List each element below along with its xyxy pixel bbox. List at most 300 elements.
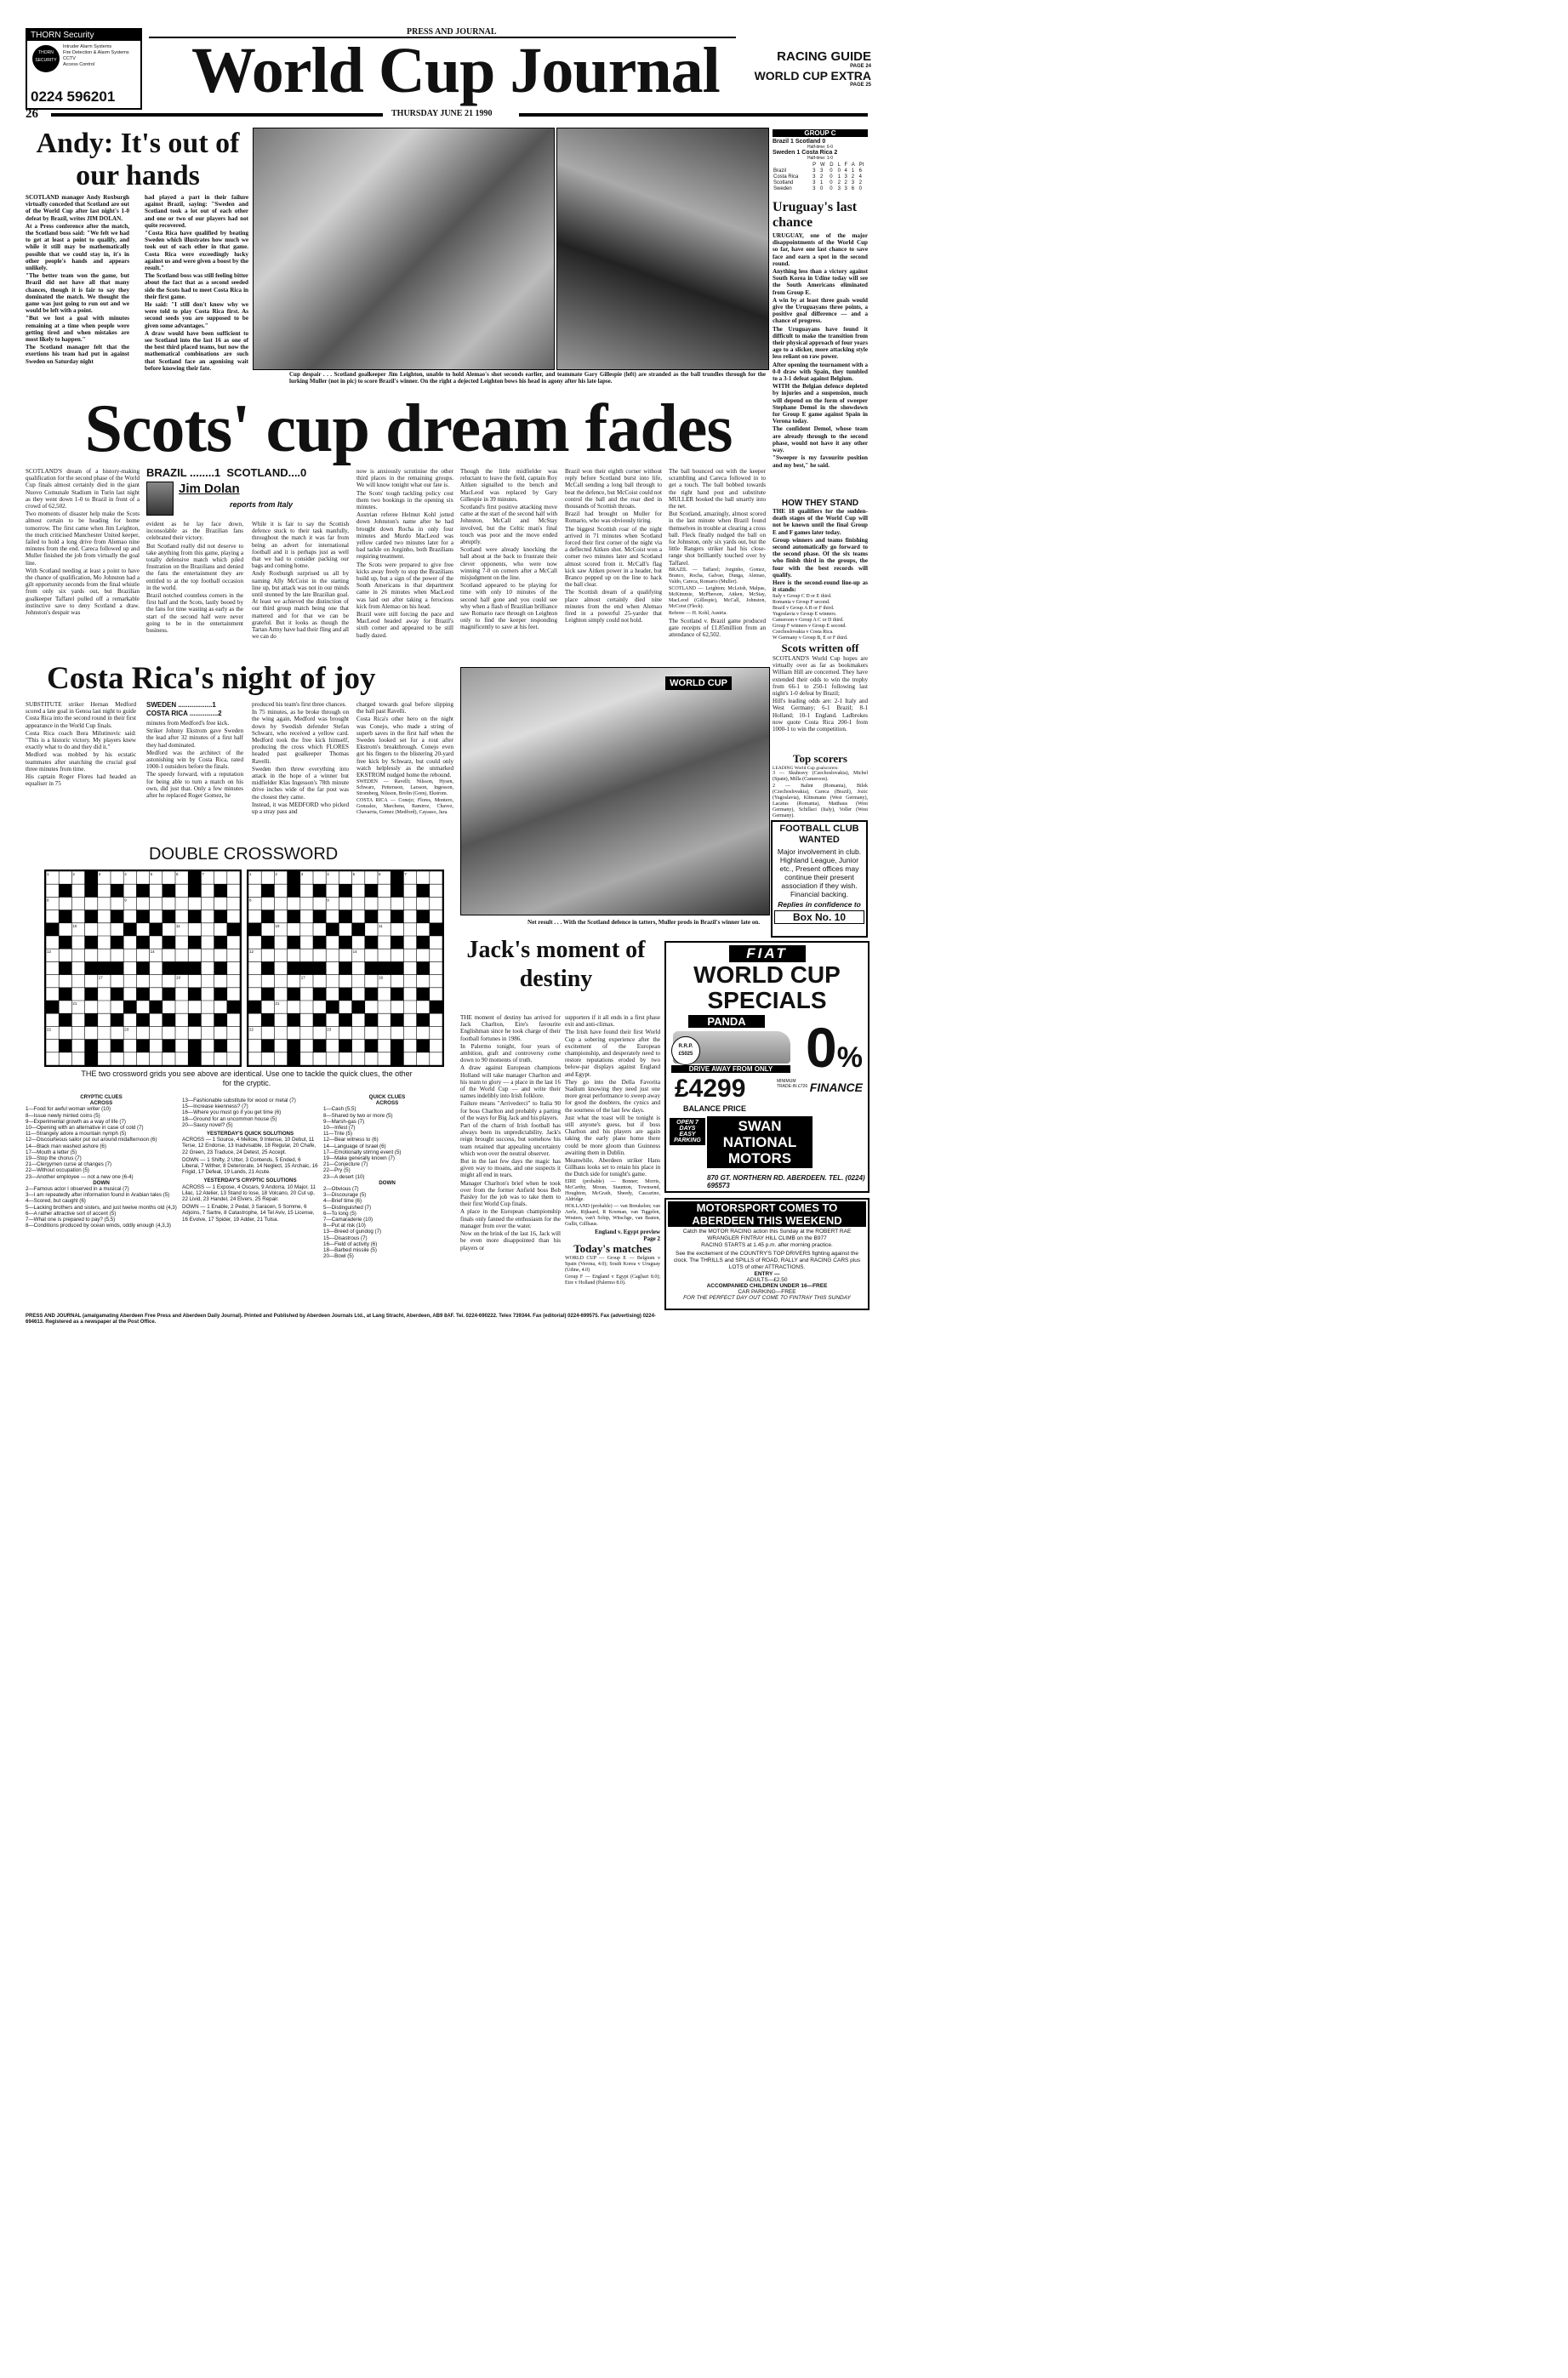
crossword-grid-svg[interactable] xyxy=(248,871,442,1065)
motorsport-title-line: ABERDEEN THIS WEEKEND xyxy=(692,1214,842,1227)
paragraph: Scotland's first positive attacking move came at the start of the second half with Johnston, McCall and McStay involved, but the Celtic man's final touch was poor and the move ended abruptly. xyxy=(460,504,557,546)
group-c-title: GROUP C xyxy=(773,129,868,137)
crossword-block xyxy=(339,988,351,1001)
paragraph: Brazil had brought on Muller for Romario, who was obviously tiring. xyxy=(565,510,662,525)
crossword-block xyxy=(214,1013,227,1026)
crossword-block xyxy=(59,884,71,897)
crossword-block xyxy=(136,961,149,974)
crossword-block xyxy=(111,936,123,949)
crossword-block xyxy=(391,871,403,884)
cell: 2 xyxy=(844,180,847,185)
balance-label: BALANCE PRICE xyxy=(683,1104,747,1113)
crossword-block xyxy=(288,884,300,897)
paragraph: Hill's leading odds are: 2-1 Italy and West Germany; 6-1 Brazil; 8-1 Holland; 10-1 England. Ladbrokes now quote Costa Rica 200-1 from 1000-1 to win the competition. xyxy=(773,698,868,733)
lineup-item: Czechoslovakia v Costa Rica. xyxy=(773,630,834,636)
byline-sub: reports from Italy xyxy=(230,500,294,509)
paragraph: The biggest Scottish roar of the night arrived in 71 minutes when Scotland forced their first corner of the night via a deflected Aitken shot. McCoist won a corner two minutes later and Scotland almost scored from it. McCall's flag kick saw Aitken power in a header, but Branco popped up on the line to hack the ball clear. xyxy=(565,525,662,589)
paragraph: The speedy forward, with a reputation for being able to turn a match on his own, did just that. Only a few minutes after he replaced Roger Gomez, he xyxy=(146,771,243,800)
lineup-item: Group F winners v Group E second. xyxy=(773,624,847,630)
crossword-block xyxy=(85,910,98,923)
crossword-number: 22 xyxy=(249,1027,254,1032)
motorsport-price: ACCOMPANIED CHILDREN UNDER 16—FREE xyxy=(706,1283,828,1289)
crossword-block xyxy=(59,1013,71,1026)
jack-col2 xyxy=(565,1014,660,1287)
crossword-block xyxy=(163,1013,175,1026)
motorsport-body: See the excitement of the COUNTRY'S TOP DRIVERS fighting against the clock. The THRILLS and SPILLS of ROAD, RALLY and RACING CARS plus LOTS of other ATTRACTIONS. xyxy=(673,1251,861,1270)
cell: Sweden xyxy=(773,186,792,191)
clues-subheading: DOWN xyxy=(93,1179,110,1186)
score-line: COSTA RICA ...............2 xyxy=(146,710,222,717)
thorn-ad-brand: THORN Security xyxy=(27,30,140,41)
paragraph: Part of the charm of Irish football has always been its unpredictability. Jack's reign brought success, but somehow his team retained that appealing uncertainty which won over the neutral observer. xyxy=(460,1122,561,1157)
paragraph: THE moment of destiny has arrived for Jack Charlton, Eire's favourite Englishman since he took charge of their football fortunes in 1986. xyxy=(460,1014,561,1042)
crossword-block xyxy=(339,1013,351,1026)
crossword-block xyxy=(59,910,71,923)
solutions: ACROSS — 1 Source, 4 Mellow, 9 Intense, 10 Debut, 11 Terse, 12 Endorse, 13 Inadvisable, 18 Regular, 20 Chafe, 22 Green, 23 Traduce, 24 Detest, 25 Accept. xyxy=(182,1137,316,1155)
paragraph: supporters if it all ends in a first phase exit and anti-climax. xyxy=(565,1014,660,1029)
crossword-block xyxy=(85,871,98,884)
paragraph: Costa Rica's other hero on the night was Conejo, who made a string of superb saves in the first half when the Swedes looked set for a rout after Ekstrom's breakthrough. Conejo even got his fingers to the blistering 20-yard free kick by Schwarz, but could only watch helplessly as the unmarked EKSTROM nudged home the rebound. xyxy=(356,716,453,779)
lineup-item: W Germany v Group B, E or F third. xyxy=(773,636,848,642)
crossword-number: 9 xyxy=(327,898,329,903)
crossword-block xyxy=(288,936,300,949)
racing-guide xyxy=(747,49,871,88)
how-they-stand-title: HOW THEY STAND xyxy=(781,499,859,508)
paragraph: HOLLAND (probable) — van Breukelen; van Aerle, Rijkaard, R Koeman, van Tiggelen, Wouters, van't Schip, Witschge, van Basten, Gullit, Gillhaus. xyxy=(565,1203,660,1227)
clue: 18—Ground for an uncommon house (5) xyxy=(182,1115,277,1122)
cell: 1 xyxy=(851,168,855,174)
header-cell: W xyxy=(819,163,825,168)
paragraph: The Scots' tough tackling policy cost them two bookings in the opening six minutes. xyxy=(356,489,453,511)
scots-col2 xyxy=(146,521,243,635)
crossword-block xyxy=(59,961,71,974)
paragraph: He said: "I still don't know why we were told to play Costa Rica first. As second seeds you are supposed to be given some advantages." xyxy=(145,301,248,329)
paragraph: Medford was the architect of the astonishing win by Costa Rica, rated 1000-1 outsiders before the finals. xyxy=(146,749,243,771)
cell: 6 xyxy=(851,186,855,191)
imprint-footer: PRESS AND JOURNAL (amalgamating Aberdeen Free Press and Aberdeen Daily Journal). Printed and Published by Aberdeen Journals Ltd., at Lang Stracht, Aberdeen, AB9 8AF. Tel. 0224-690222. Telex 739344. Fax (editorial) 0224-699575. Fax (advertising) 0224-694613. Registered as a newspaper at the Post Office. xyxy=(26,1314,656,1325)
scots-col5 xyxy=(460,468,557,632)
scots-col1 xyxy=(26,468,140,617)
crossword-number: 23 xyxy=(327,1027,332,1032)
table-row xyxy=(773,180,868,186)
paragraph: Austrian referee Helmut Kohl jotted down Johnston's name after he had brought down Rocha in only four minutes and Murdo MacLeod was yellow carded two minutes later for a bad tackle on Jorginho, both Brazilians requiring treatment. xyxy=(356,511,453,561)
crossword-block xyxy=(339,936,351,949)
cryptic-clues xyxy=(26,1094,177,1229)
thorn-service: Intruder Alarm Systems xyxy=(63,44,112,49)
scots-col6 xyxy=(565,468,662,624)
crossword-block xyxy=(248,923,261,936)
dealer-name: SWAN xyxy=(738,1118,782,1134)
paragraph: WITH the Belgian defence depleted by injuries and a suspension, much will depend on the form of sweeper Stephane Demol in the showdown for Group E game against Spain in Verona today. xyxy=(773,383,868,425)
lineup-list xyxy=(773,594,868,642)
away-score: 2 xyxy=(834,150,838,156)
cell: 2 xyxy=(858,180,862,185)
clues-heading: QUICK CLUES xyxy=(368,1094,406,1100)
crossword-block xyxy=(111,884,123,897)
group-c-result xyxy=(773,150,868,161)
solutions-heading: YESTERDAY'S QUICK SOLUTIONS xyxy=(206,1131,294,1138)
crossword-block xyxy=(288,1052,300,1065)
crossword-block xyxy=(214,1040,227,1052)
costa-col3 xyxy=(252,701,349,816)
solutions-heading: YESTERDAY'S CRYPTIC SOLUTIONS xyxy=(203,1178,297,1184)
table-row xyxy=(773,174,868,180)
crossword-block xyxy=(59,988,71,1001)
paragraph: Striker Johnny Ekstrom gave Sweden the lead after 32 minutes of a first half they had dominated. xyxy=(146,727,243,749)
paragraph: Scotland were already knocking the ball about at the back to frustrate their clever opponents, who were now winning 7-0 on corners after a McCall misjudgment on the line. xyxy=(460,546,557,582)
paragraph: Failure means "Arrivederci" to Italia 90 for boss Charlton and probably a parting of the ways for Big Jack and his players. xyxy=(460,1100,561,1121)
cell: 3 xyxy=(851,180,855,185)
paragraph: But Scotland really did not deserve to take anything from this game, playing a totally defensive match which piled frustration on the Brazilians and denied the fans the entertainment they are entitled to at the top football occasion in the world. xyxy=(146,542,243,591)
paragraph: Brazil notched countless corners in the first half and the Scots, lastly booed by the fans for time wasting as early as the start of the second half were never going to be in the entertainment business. xyxy=(146,592,243,635)
match-line: Group F — England v Egypt (Cagliari 8.0); Eire v Holland (Palermo 8.0). xyxy=(565,1274,660,1286)
paragraph: Andy Roxburgh surprised us all by naming Ally McCoist in the starting line up, but attack was not in our minds until stunned by the late Brazilian goal. At least we achieved the distinction of our third group match being one that mattered and for that we can be grateful. But it looks as though the Tartan Army have had their fling and all we can do xyxy=(252,570,349,641)
paragraph: But in the last few days the magic has given way to moans, and one suspects it might all end in tears. xyxy=(460,1158,561,1179)
crossword-number: 7 xyxy=(404,872,407,876)
paragraph: A draw would have been sufficient to see Scotland into the last 16 as one of the best third placed teams, but now the mathematical combinations are such that Scotland face an agonising wait before knowing their fate. xyxy=(145,329,248,372)
paragraph: Though the little midfielder was reluctant to leave the field, captain Roy Aitken signalled to the bench and MacLeod was replaced by Gary Gillespie in 39 minutes. xyxy=(460,468,557,503)
table-row xyxy=(773,186,868,192)
crossword-block xyxy=(85,1052,98,1065)
crossword-block xyxy=(188,936,201,949)
cell: Brazil xyxy=(773,168,787,174)
dealer-name: NATIONAL xyxy=(722,1134,797,1150)
football-club-ad xyxy=(771,820,868,938)
crossword-number: 1 xyxy=(47,872,49,876)
clue: 19—Make generally known (7) xyxy=(323,1155,395,1162)
cell: 3 xyxy=(837,186,841,191)
paragraph: While it is fair to say the Scottish defence stuck to their task manfully, throughout the match it was far from being an advert for international football and it is perhaps just as well that we had to consider packing our bags and coming home. xyxy=(252,521,349,570)
cell: 1 xyxy=(819,180,824,185)
crossword-block xyxy=(261,910,274,923)
crossword-grid-cryptic[interactable] xyxy=(247,870,444,1067)
crossword-block xyxy=(261,1013,274,1026)
crossword-block xyxy=(417,936,430,949)
crossword-block xyxy=(417,988,430,1001)
zero-percent xyxy=(806,1018,863,1087)
crossword-grid-svg[interactable] xyxy=(46,871,240,1065)
rrp-price: £5025 xyxy=(678,1052,693,1057)
date-rule-left xyxy=(51,113,383,117)
top-scorers-title: Top scorers xyxy=(793,752,847,765)
paragraph: evident as he lay face down, inconsolable as the Brazilian fans celebrated their victory. xyxy=(146,521,243,542)
crossword-title: DOUBLE CROSSWORD xyxy=(149,845,339,864)
crossword-number: 12 xyxy=(249,949,254,955)
away-score: 0 xyxy=(822,139,826,145)
crossword-block xyxy=(111,1040,123,1052)
thorn-service: Access Control xyxy=(63,62,94,67)
crossword-block xyxy=(313,1040,326,1052)
dealer-address-text: 870 GT. NORTHERN RD. ABERDEEN. xyxy=(707,1174,827,1182)
paragraph: Brazil won their eighth corner without reply before Scotland burst into life, McCall sending a long ball through to beat the defence, but McCoist could not control the ball and the roar died in thousands of Scottish throats. xyxy=(565,468,662,510)
home-team: Brazil xyxy=(773,139,790,145)
clue: 23—Another employee — not a new one (6-4) xyxy=(26,1173,134,1180)
crossword-number: 6 xyxy=(176,872,179,876)
crossword-number: 21 xyxy=(275,1001,280,1006)
how-they-stand xyxy=(773,499,868,642)
solutions: DOWN — 1 Enable, 2 Pedal, 3 Saracen, 5 Somme, 6 Adjoins, 7 Sartre, 8 Catastrophe, 14 Tel Aviv, 15 License, 16 Evolve, 17 Spider, 19 Adder, 21 Tulsa. xyxy=(182,1204,315,1223)
away-team: Costa Rica xyxy=(801,150,833,156)
crossword-block xyxy=(163,936,175,949)
preview-note xyxy=(565,1229,660,1242)
fiat-title-2: SPECIALS xyxy=(707,987,827,1013)
scots-written-off xyxy=(773,642,868,733)
crossword-number: 2 xyxy=(275,872,277,876)
paragraph: SCOTLAND — Leighton; McLeish, Malpas, McKimmie, McPherson, Aitken, McStay, MacLeod (Gillespie), McCall, Johnston, McCoist (Fleck). xyxy=(669,585,766,609)
clue: 11—Trite (5) xyxy=(323,1131,353,1138)
crossword-block xyxy=(163,884,175,897)
crossword-block xyxy=(85,1013,98,1026)
clue: 6—A rather attractive sort of accent (5) xyxy=(26,1210,117,1217)
clue: 2—Famous actor I observed in a musical (7) xyxy=(26,1186,129,1193)
crossword-block xyxy=(288,910,300,923)
cell: 0 xyxy=(837,168,841,174)
crossword-block xyxy=(313,884,326,897)
scots-col3 xyxy=(252,521,349,641)
crossword-block xyxy=(430,1001,442,1013)
paragraph: "Sweeper is my favourite position and my best," he said. xyxy=(773,454,868,469)
half-time: Half-time: 0-0 xyxy=(807,145,833,150)
cell: 2 xyxy=(837,180,841,185)
paragraph: Brazil were still forcing the pace and MacLeod headed away for Brazil's sixth corner and appeared to be still badly dazed. xyxy=(356,611,453,639)
crossword-block xyxy=(313,961,326,974)
clue: 13—Fashionable substitute for wood or metal (7) xyxy=(182,1098,296,1103)
jim-dolan-photo xyxy=(146,482,174,516)
crossword-block xyxy=(365,1040,378,1052)
cell: 3 xyxy=(819,168,824,174)
costa-col1 xyxy=(26,701,136,788)
cell: 2 xyxy=(851,174,855,180)
header-cell xyxy=(773,163,812,168)
costa-col4 xyxy=(356,701,453,817)
crossword-number: 2 xyxy=(72,872,75,876)
clue: 3—I am repeatedly after information found in Arabian tales (5) xyxy=(26,1192,170,1199)
cell: 6 xyxy=(858,168,862,174)
crossword-block xyxy=(111,988,123,1001)
goalkeeper-photo xyxy=(253,128,555,370)
clue: 12—Discourteous sailor put out around midafternoon (6) xyxy=(26,1137,157,1143)
andy-col1 xyxy=(26,194,129,366)
thorn-service: CCTV xyxy=(63,56,76,61)
lineup-item: Italy v Group C D or E third. xyxy=(773,594,832,600)
clue: 7—What one is prepared to pay? (5,5) xyxy=(26,1217,116,1223)
fiat-title-1: WORLD CUP xyxy=(693,961,841,988)
paragraph: URUGUAY, one of the major disappointments of the World Cup so far, have one last chance to save face and earn a spot in the second round. xyxy=(773,232,868,267)
crossword-block xyxy=(288,1040,300,1052)
football-ad-body: Major involvement in club. Highland League, Junior etc., Present offices may continue their present association if they wish. Financial backing. xyxy=(777,847,862,898)
paragraph: Group winners and teams finishing second automatically go forward to the second phase. Of the six teams who finish third in the groups, the four with the best records will qualify. xyxy=(773,536,868,579)
crossword-block xyxy=(288,988,300,1001)
crossword-block xyxy=(46,1001,59,1013)
home-score: 1 xyxy=(796,150,801,156)
finance-label: FINANCE xyxy=(809,1081,863,1094)
crossword-block xyxy=(339,961,351,974)
paragraph: Scotland appeared to be playing for time with only 10 minutes of the second half gone and you could see why when a flash of Brazilian brilliance saw Romario race through on Leighton only to find the keeper responding magnificently to save at his feet. xyxy=(460,582,557,631)
clue: 8—Issue newly minted coins (5) xyxy=(26,1112,100,1119)
clues-subheading: ACROSS xyxy=(89,1100,113,1107)
crossword-number: 11 xyxy=(379,923,383,928)
paragraph: Manager Charlton's brief when he took over from the former Anfield boss Bob Paisley for the job was to take them to their first World Cup finals. xyxy=(460,1179,561,1208)
clue: 14—Black man washed ashore (6) xyxy=(26,1143,106,1149)
crossword-block xyxy=(365,1013,378,1026)
clues-subheading: ACROSS xyxy=(375,1100,399,1107)
away-team: Scotland xyxy=(795,139,821,145)
clue: 17—Mouth a letter (5) xyxy=(26,1149,77,1155)
crossword-block xyxy=(188,884,201,897)
crossword-block xyxy=(365,910,378,923)
crossword-block xyxy=(123,923,136,936)
scots-headline: Scots' cup dream fades xyxy=(84,391,733,466)
crossword-block xyxy=(59,1040,71,1052)
costa-headline: Costa Rica's night of joy xyxy=(47,661,376,696)
paragraph: Costa Rica coach Bora Milutinovic said: "This is a historic victory. My players knew exactly what to do and they did it." xyxy=(26,729,136,751)
scots-col4 xyxy=(356,468,453,640)
preview-page: Page 2 xyxy=(643,1235,660,1242)
clue: 9—Experimental growth as a way of life (7) xyxy=(26,1118,126,1125)
publisher-name: PRESS AND JOURNAL xyxy=(407,27,497,37)
header-cell: F xyxy=(844,163,848,168)
clue: 13—Breed of gundog (7) xyxy=(323,1229,382,1235)
paragraph: The Scots were prepared to give free kicks away freely to stop the Brazilians build up, but a sign of the power of the South Americans in that department came in 26 minutes when MacLeod was laid out after taking a ferocious kick from Alemao on his head. xyxy=(356,561,453,610)
crossword-block xyxy=(288,871,300,884)
date-rule-right xyxy=(519,113,868,117)
crossword-block xyxy=(313,1013,326,1026)
crossword-block xyxy=(313,910,326,923)
crossword-block xyxy=(417,1040,430,1052)
crossword-block xyxy=(85,884,98,897)
crossword-number: 11 xyxy=(176,923,180,928)
paragraph: COSTA RICA — Conejo; Flores, Montero, Gonzalez, Marchena, Ramirez, Chavez, Chavarria, Gomez (Medford), Cayasso, Jara. xyxy=(356,798,453,816)
rrp-label: R.R.P. xyxy=(678,1044,693,1049)
paragraph: A place in the European championship finals only fanned the enthusiasm for the manager from over the water. xyxy=(460,1208,561,1229)
crossword-block xyxy=(46,923,59,936)
paragraph: "But we lost a goal with minutes remaining at a time when people were getting tired and when mistakes are most likely to happen." xyxy=(26,315,129,344)
clue: 11—Strangely adore a mountain nymph (5) xyxy=(26,1131,127,1138)
cryptic-clues-cont xyxy=(182,1098,318,1223)
clue: 19—Stop the chorus (7) xyxy=(26,1155,82,1162)
crossword-grid-quick[interactable] xyxy=(44,870,242,1067)
clue: 9—Marsh-gas (7) xyxy=(323,1118,365,1125)
thorn-phone: 0224 596201 xyxy=(31,88,116,105)
crossword-number: 17 xyxy=(98,975,103,980)
crossword-number: 8 xyxy=(249,898,252,903)
paragraph: A win by at least three goals would give the Uruguayans three points, a positive goal difference — and a chance of progress. xyxy=(773,296,868,325)
crossword-number: 22 xyxy=(47,1027,52,1032)
cell: 3 xyxy=(813,174,816,180)
caption: Net result . . . With the Scotland defence in tatters, Muller prods in Brazil's winner late on. xyxy=(527,919,761,926)
clue: 20—Saucy novel? (5) xyxy=(182,1121,233,1128)
crossword-number: 5 xyxy=(150,872,153,876)
motorsport-entry: ENTRY — xyxy=(754,1271,780,1277)
crossword-block xyxy=(261,961,274,974)
clue: 6—To long (5) xyxy=(323,1210,356,1217)
costa-col2 xyxy=(146,720,243,800)
lineup-item: Brazil v Group A B or F third. xyxy=(773,606,835,612)
paragraph: The Uruguayans have found it difficult to make the transition from their physical approach of four years ago to a slicker, more attacking style less reliant on raw power. xyxy=(773,325,868,361)
cell: Scotland xyxy=(773,180,794,185)
crossword-block xyxy=(111,1013,123,1026)
crossword-number: 10 xyxy=(72,923,77,928)
table-row xyxy=(773,168,868,174)
paragraph: The Scottish dream of a qualifying place almost certainly died nine minutes from the end when Alemao fired in a powerful 25-yarder that Leighton simply could not hold. xyxy=(565,589,662,624)
paragraph: Two moments of disaster help make the Scots almost certain to be heading for home tomorrow. The first came when Jim Leighton, the much criticised Manchester United keeper, failed to hold a long drive from Alemao nine minutes from the end. Careca followed up and Muller finished the job from virtually the goal line. xyxy=(26,510,140,567)
crossword-block xyxy=(227,923,240,936)
crossword-number: 21 xyxy=(72,1001,77,1006)
scorer-line: 2 — Balint (Romania), Bilek (Czechoslovakia), Careca (Brazil), Jozic (Yugoslavia), Klinsmann (West Germany), Lacatus (Romania), Matthaus (West Germany), Schillaci (Italy), Voller (West Germany). xyxy=(773,784,868,818)
crossword-block xyxy=(59,936,71,949)
scorer-line: 3 — Skuhravy (Czechoslovakia), Michel (Spain), Milla (Cameroon). xyxy=(773,771,868,782)
clues-heading: CRYPTIC CLUES xyxy=(80,1094,123,1100)
crossword-block xyxy=(339,910,351,923)
paragraph: now is anxiously scrutinise the other third places in the remaining groups. We will know tonight what our fate is. xyxy=(356,468,453,489)
paragraph: had played a part in their failure against Brazil, saying: "Sweden and Scotland took a lot out of each other and one or two of our players had not quite recovered. xyxy=(145,194,248,229)
clue: 15—Disastrous (7) xyxy=(323,1235,368,1241)
crossword-block xyxy=(365,884,378,897)
clue: 14—Language of Israel (6) xyxy=(323,1143,386,1149)
paragraph: SWEDEN — Ravelli; Nilsson, Hysen, Schwarz, Pettersson, Larsson, Ingesson, Stromberg, Nilsson, Brolin (Gren), Ekstrom. xyxy=(356,779,453,797)
crossword-block xyxy=(352,923,365,936)
crossword-number: 4 xyxy=(124,872,127,876)
paragraph: BRAZIL — Taffarel; Jorginho, Gomez, Branco, Rocha, Galvao, Dunga, Alemao, Valdo, Careca, Romario (Muller). xyxy=(669,567,766,585)
andy-col2 xyxy=(145,194,248,373)
crossword-block xyxy=(326,923,339,936)
motorsport-price: CAR PARKING—FREE xyxy=(738,1289,796,1295)
crossword-block xyxy=(365,988,378,1001)
paragraph: Sweden then threw everything into attack in the hope of a winner but midfielder Klas Ingesson's 78th minute drive inches wide of the far post was the closest they came. xyxy=(252,765,349,801)
clue: 21—Conjecture (7) xyxy=(323,1161,368,1168)
cell: 3 xyxy=(844,174,847,180)
crossword-block xyxy=(313,988,326,1001)
crossword-block xyxy=(214,910,227,923)
paragraph: The Irish have found their first World Cup a sobering experience after the excitement of the European championship, and desperately need to restore reputations eroded by two below-par displays against England and Egypt. xyxy=(565,1029,660,1078)
solutions: ACROSS — 1 Expose, 4 Oscars, 9 Andorra, 10 Major, 11 Lilac, 12 Atelier, 13 Stand to lose, 18 Volcano, 20 Cut up, 22 Livid, 23 Handel, 24 Elvers, 25 Repair. xyxy=(182,1183,316,1203)
paragraph: The Scotland manager felt that the exertions his team had put in against Sweden on Saturday night xyxy=(26,344,129,365)
crossword-number: 3 xyxy=(300,872,304,876)
football-ad-reply: Replies in confidence to xyxy=(778,900,861,909)
racing-guide-label: RACING GUIDE xyxy=(777,49,871,64)
clue: 22—Without occupation (5) xyxy=(26,1167,89,1174)
clue: 8—Conditions produced by ocean winds, oddly enough (4,3,3) xyxy=(26,1223,171,1229)
home-score: 1 xyxy=(790,139,794,145)
jack-headline: Jack's moment of destiny xyxy=(466,937,646,992)
paragraph: Anything less than a victory against South Korea in Udine today will see the South Americans eliminated from Group E. xyxy=(773,268,868,296)
crossword-block xyxy=(136,936,149,949)
cell: 0 xyxy=(830,186,833,191)
top-scorers xyxy=(773,752,868,820)
crossword-block xyxy=(339,884,351,897)
crossword-block xyxy=(188,910,201,923)
thorn-services xyxy=(63,44,129,68)
paragraph: The Scotland v. Brazil game produced gate receipts of £1.85million from an attendance of 62,502. xyxy=(669,617,766,639)
swan-national-motors xyxy=(707,1116,813,1168)
clue: 10—Opening with an alternative in case of cold (7) xyxy=(26,1125,144,1132)
crossword-number: 17 xyxy=(300,975,305,980)
crossword-number: 3 xyxy=(98,872,101,876)
clue: 1—Cash (5,5) xyxy=(323,1106,356,1113)
preview-label: England v. Egypt preview xyxy=(595,1228,660,1235)
cell: 4 xyxy=(858,174,862,180)
world-cup-extra-label: WORLD CUP EXTRA xyxy=(754,69,871,83)
crossword-block xyxy=(261,884,274,897)
zero: 0 xyxy=(806,1016,837,1079)
clue: 8—Shared by two or more (5) xyxy=(323,1112,393,1119)
crossword-number: 6 xyxy=(379,872,381,876)
crossword-block xyxy=(391,884,403,897)
clue: 5—Lacking brothers and sisters, and just twelve months old (4,3) xyxy=(26,1204,177,1211)
crossword-number: 19 xyxy=(379,975,384,980)
clue: 17—Emotionally stirring event (5) xyxy=(323,1149,402,1155)
clue: 8—Put at risk (10) xyxy=(323,1223,366,1229)
